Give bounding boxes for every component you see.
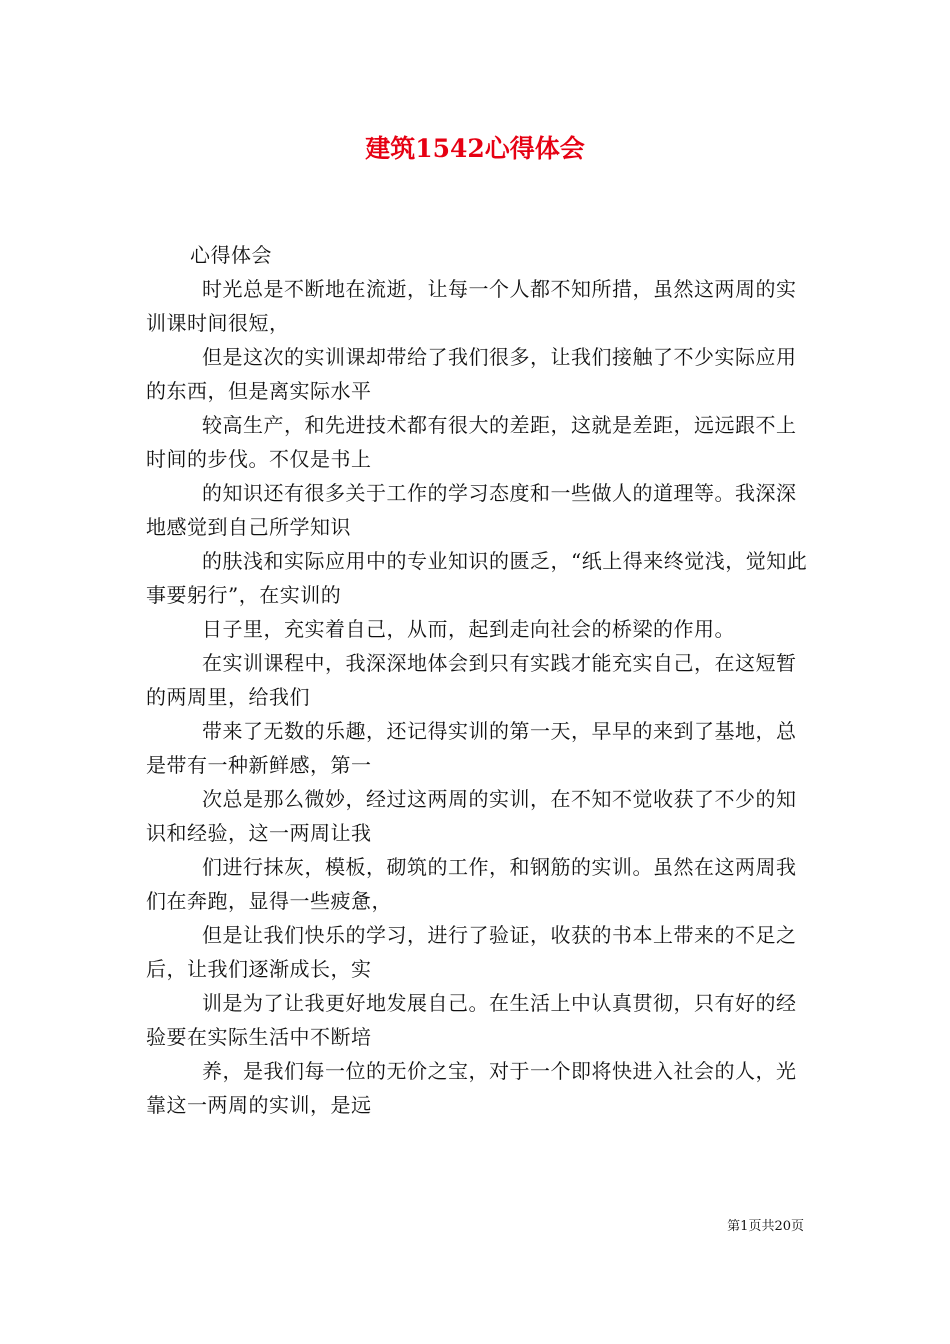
paragraph: 们进行抹灰，模板，砌筑的工作，和钢筋的实训。虽然在这两周我们在奔跑，显得一些疲惫，: [146, 855, 797, 913]
page-number: 第1页共20页: [727, 1219, 804, 1234]
document-title: 建筑1542心得体会: [365, 134, 585, 163]
paragraph: 训是为了让我更好地发展自己。在生活上中认真贯彻，只有好的经验要在实际生活中不断培: [146, 991, 797, 1049]
paragraph: 在实训课程中，我深深地体会到只有实践才能充实自己，在这短暂的两周里，给我们: [146, 651, 797, 709]
paragraph: 养，是我们每一位的无价之宝，对于一个即将快进入社会的人，光靠这一两周的实训，是远: [146, 1059, 797, 1117]
paragraph: 次总是那么微妙，经过这两周的实训，在不知不觉收获了不少的知识和经验，这一两周让我: [146, 787, 797, 845]
paragraph: 但是让我们快乐的学习，进行了验证，收获的书本上带来的不足之后，让我们逐渐成长，实: [146, 923, 797, 981]
section-heading: 心得体会: [190, 243, 272, 267]
paragraph: 但是这次的实训课却带给了我们很多，让我们接触了不少实际应用的东西，但是离实际水平: [146, 345, 797, 403]
paragraph: 的肤浅和实际应用中的专业知识的匮乏，“纸上得来终觉浅，觉知此事要躬行”，在实训的: [146, 549, 808, 607]
paragraph: 较高生产，和先进技术都有很大的差距，这就是差距，远远跟不上时间的步伐。不仅是书上: [146, 413, 797, 471]
paragraph: 日子里，充实着自己，从而，起到走向社会的桥梁的作用。: [202, 617, 735, 641]
document-body: [146, 238, 816, 1122]
paragraph: 时光总是不断地在流逝，让每一个人都不知所措，虽然这两周的实训课时间很短，: [146, 277, 797, 335]
paragraph: 的知识还有很多关于工作的学习态度和一些做人的道理等。我深深地感觉到自己所学知识: [146, 481, 797, 539]
paragraph: 带来了无数的乐趣，还记得实训的第一天，早早的来到了基地，总是带有一种新鲜感，第一: [146, 719, 797, 777]
